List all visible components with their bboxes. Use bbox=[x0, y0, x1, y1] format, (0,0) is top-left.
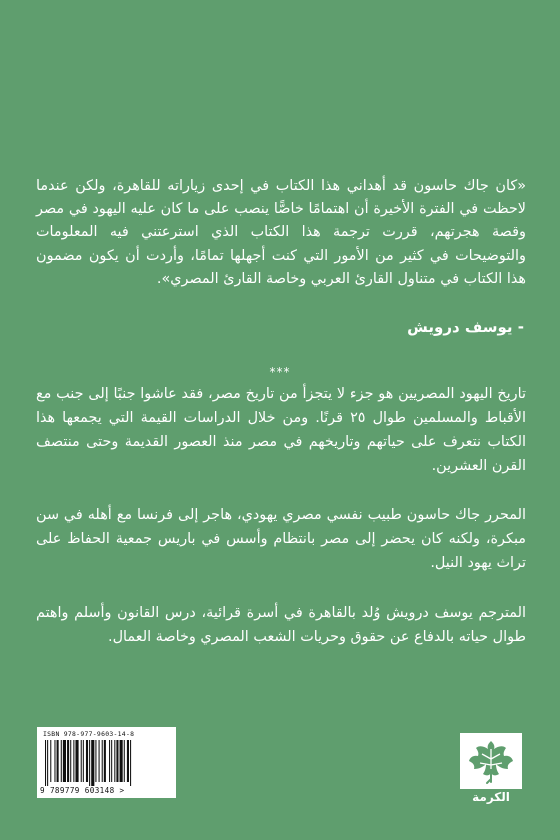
quote-attribution: - يوسف درويش bbox=[407, 318, 524, 336]
barcode-bar bbox=[111, 740, 112, 782]
barcode-bar bbox=[102, 740, 103, 782]
vine-leaf-icon bbox=[460, 733, 522, 789]
description-paragraph-editor: المحرر جاك حاسون طبيب نفسي مصري يهودي، هاجر إلى فرنسا مع أهله في سن مبكرة، ولكنه كان يحضر إلى مصر بانتظام وأسس في باريس جمعية الحفاظ على تراث يهود النيل. bbox=[36, 507, 526, 571]
barcode-bar bbox=[89, 740, 90, 786]
barcode-bar bbox=[124, 740, 125, 782]
publisher-logo bbox=[460, 733, 522, 805]
barcode-bar bbox=[61, 740, 62, 782]
isbn-barcode bbox=[37, 727, 176, 798]
barcode-bar bbox=[73, 740, 74, 782]
barcode-bar bbox=[57, 740, 59, 782]
barcode-bar bbox=[75, 740, 78, 782]
barcode-bar bbox=[99, 740, 100, 782]
barcode-digits: 9 789779 603148 > bbox=[40, 786, 125, 795]
barcode-bar bbox=[127, 740, 129, 782]
barcode-bar bbox=[130, 740, 131, 786]
isbn-label: ISBN 978-977-9603-14-8 bbox=[43, 730, 135, 738]
translator-quote: «كان جاك حاسون قد أهداني هذا الكتاب في إحدى زياراته للقاهرة، ولكن عندما لاحظت في الفترة الأخيرة أن اهتمامًا خاصًّا ينصب على ما كان عليه اليهود في مصر وقصة هجرتهم، قررت ترجمة هذا الكتاب الذي استرعتني فيه المعلومات والتوضيحات في كثير من الأمور التي كنت أجهلها تمامًا، وأردت أن يكون مضمون هذا الكتاب في متناول القارئ العربي وخاصة القارئ المصري». bbox=[36, 178, 526, 287]
barcode-bar bbox=[54, 740, 55, 782]
barcode-bar bbox=[81, 740, 82, 782]
barcode-bar bbox=[45, 740, 46, 786]
barcode-bar bbox=[120, 740, 123, 782]
barcode-bar bbox=[95, 740, 96, 782]
barcode-bar bbox=[109, 740, 110, 782]
barcode-bar bbox=[86, 740, 88, 782]
barcode-bar bbox=[47, 740, 48, 786]
barcode-bar bbox=[104, 740, 106, 782]
barcode-bar bbox=[50, 740, 51, 782]
section-separator: *** bbox=[269, 365, 291, 379]
barcode-bar bbox=[114, 740, 115, 782]
barcode-bar bbox=[116, 740, 118, 782]
description-paragraph-translator: المترجم يوسف درويش وُلد بالقاهرة في أسرة قرائية، درس القانون وأسلم واهتم طوال حياته بالدفاع عن حقوق وحريات الشعب المصري وخاصة العمال. bbox=[36, 605, 526, 645]
barcode-bar bbox=[91, 740, 94, 786]
barcode-bar bbox=[83, 740, 84, 782]
barcode-bars bbox=[43, 740, 170, 786]
description-paragraph-history: تاريخ اليهود المصريين هو جزء لا يتجزأ من تاريخ مصر، فقد عاشوا جنبًا إلى جنب مع الأقباط والمسلمين طوال ٢٥ قرنًا. ومن خلال الدراسات القيمة التي يجمعها هذا الكتاب نتعرف على حياتهم وتاريخهم في مصر منذ العصور القديمة وحتى منتصف القرن العشرين. bbox=[36, 386, 527, 474]
publisher-name: الكرمة bbox=[472, 790, 510, 804]
barcode-bar bbox=[63, 740, 66, 782]
barcode-bar bbox=[70, 740, 71, 782]
barcode-bar bbox=[67, 740, 69, 782]
